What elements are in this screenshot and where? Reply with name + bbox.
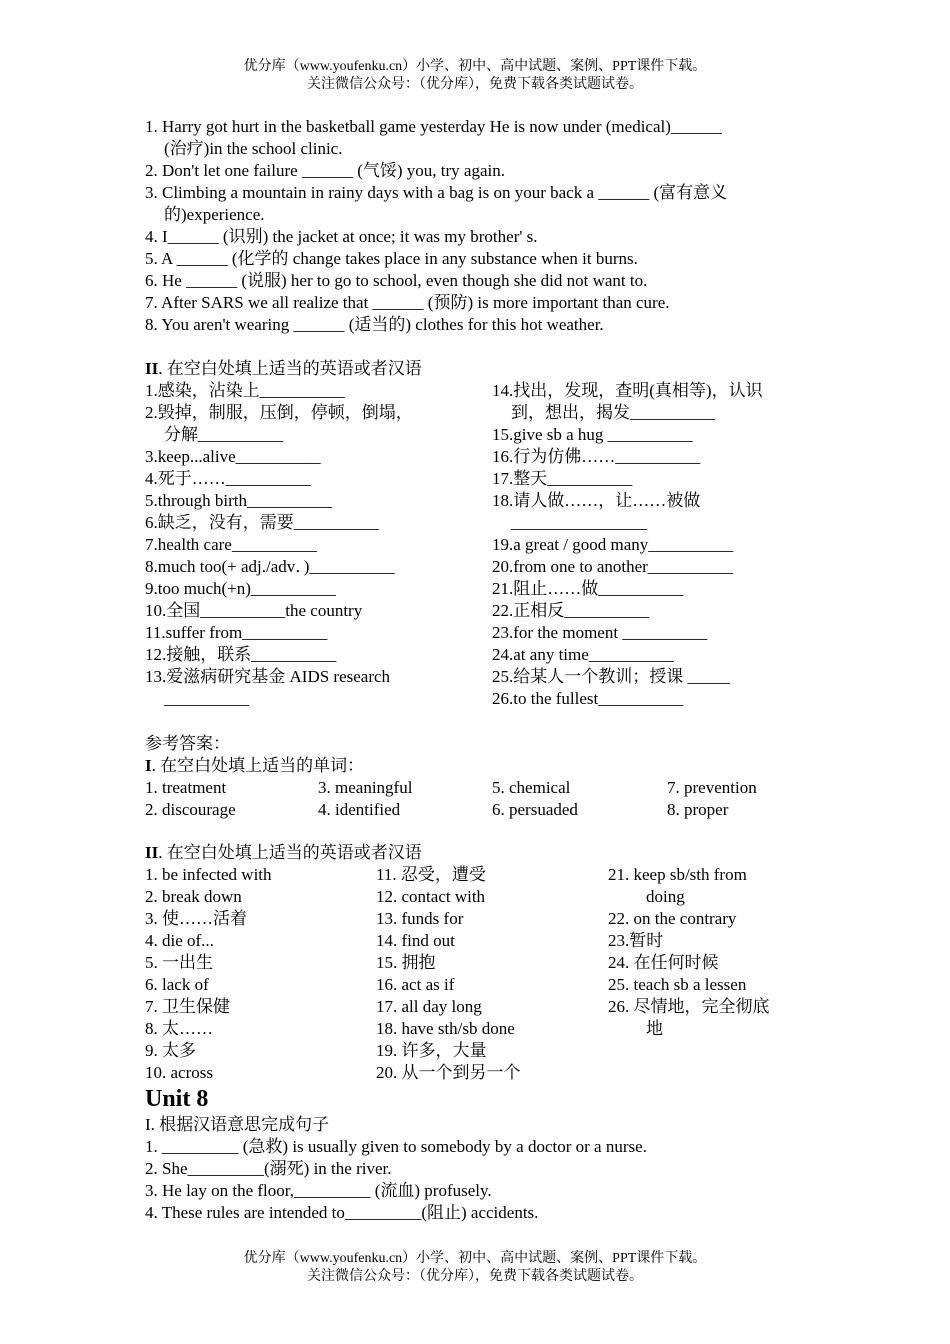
question-line: 8. You aren't wearing ______ (适当的) clothes for this hot weather. [145, 315, 604, 334]
answer-item: 7. prevention [667, 778, 757, 797]
part2-title: . 在空白处填上适当的英语或者汉语 [158, 359, 422, 378]
page-header [0, 58, 950, 94]
list-item: 19.a great / good many__________ [492, 535, 734, 554]
answer-item: 9. 太多 [145, 1041, 196, 1060]
answer-item: 3. 使……活着 [145, 909, 247, 928]
header-line-1: 优分库（www.youfenku.cn）小学、初中、高中试题、案例、PPT课件下载。 [243, 59, 707, 74]
list-item: 1.感染，沾染上__________ [145, 381, 345, 400]
answer-item: 3. meaningful [318, 778, 413, 797]
unit8-section-roman: I [145, 1115, 151, 1134]
list-item: 15.give sb a hug __________ [492, 425, 693, 444]
answer-item: doing [646, 887, 685, 906]
question-line: 的)experience. [164, 205, 265, 224]
question-line: 7. After SARS we all realize that ______ (预防) is more important than cure. [145, 293, 670, 312]
list-item: 11.suffer from__________ [145, 623, 328, 642]
list-item: 18.请人做……，让……被做 [492, 491, 701, 510]
list-item: 24.at any time__________ [492, 645, 674, 664]
list-item: ________________ [511, 513, 647, 532]
list-item: 22.正相反__________ [492, 601, 650, 620]
unit8-section-title: . 根据汉语意思完成句子 [150, 1115, 330, 1134]
list-item: 6.缺乏，没有，需要__________ [145, 513, 379, 532]
list-item: 5.through birth__________ [145, 491, 332, 510]
list-item: 20.from one to another__________ [492, 557, 733, 576]
list-item: 2.毁掉，制服，压倒，停顿，倒塌， [145, 403, 413, 422]
answer-item: 15. 拥抱 [376, 953, 436, 972]
answer-item: 地 [646, 1019, 663, 1038]
answer-item: 20. 从一个到另一个 [376, 1063, 521, 1082]
question-line: 3. Climbing a mountain in rainy days with a bag is on your back a ______ (富有意义 [145, 183, 728, 202]
answers-part2-col-1 [145, 864, 272, 1084]
list-item: 4.死于……__________ [145, 469, 311, 488]
header-line-2: 关注微信公众号：（优分库），免费下载各类试题试卷。 [307, 77, 643, 92]
list-item: 9.too much(+n)__________ [145, 579, 336, 598]
answer-item: 5. 一出生 [145, 953, 213, 972]
answers-part2-roman: II [145, 843, 159, 862]
question-line: 6. He ______ (说服) her to go to school, even though she did not want to. [145, 271, 648, 290]
answer-item: 10. across [145, 1063, 213, 1082]
answer-item: 12. contact with [376, 887, 486, 906]
answer-item: 1. treatment [145, 778, 227, 797]
list-item: 7.health care__________ [145, 535, 317, 554]
list-item: 25.给某人一个教训；授课 _____ [492, 667, 730, 686]
answer-item: 26. 尽情地，完全彻底 [608, 997, 770, 1016]
answer-item: 6. persuaded [492, 800, 578, 819]
answers-part1-roman: I [145, 756, 152, 775]
footer-line-2: 关注微信公众号：（优分库），免费下载各类试题试卷。 [307, 1269, 643, 1284]
list-item: 13.爱滋病研究基金 AIDS research [145, 667, 391, 686]
answers-part1-col-3 [492, 777, 578, 821]
answer-item: 17. all day long [376, 997, 482, 1016]
unit-title: Unit 8 [145, 1086, 209, 1112]
answer-item: 16. act as if [376, 975, 455, 994]
list-item: 8.much too(+ adj./adv．)__________ [145, 557, 395, 576]
answers-part2-col-2 [376, 864, 521, 1084]
answer-item: 24. 在任何时候 [608, 953, 719, 972]
answer-item: 4. die of... [145, 931, 214, 950]
question-line: 5. A ______ (化学的 change takes place in any substance when it burns. [145, 249, 638, 268]
list-item: 3.keep...alive__________ [145, 447, 321, 466]
answers-part1-col-2 [318, 777, 412, 821]
question-line: 1. _________ (急救) is usually given to somebody by a doctor or a nurse. [145, 1137, 647, 1156]
answer-item: 2. discourage [145, 800, 236, 819]
question-line: 3. He lay on the floor,_________ (流血) profusely. [145, 1181, 492, 1200]
page-footer [0, 1250, 950, 1286]
question-line: 1. Harry got hurt in the basketball game yesterday He is now under (medical)______ [145, 117, 722, 136]
question-line: (治疗)in the school clinic. [164, 139, 343, 158]
list-item: 14.找出，发现，查明(真相等)，认识 [492, 381, 763, 400]
question-line: 2. She_________(溺死) in the river. [145, 1159, 392, 1178]
answer-item: 22. on the contrary [608, 909, 737, 928]
list-item: 21.阻止……做__________ [492, 579, 684, 598]
part2-left-column [145, 380, 413, 710]
list-item: 分解__________ [164, 425, 283, 444]
answers-part1-title: . 在空白处填上适当的单词： [151, 756, 365, 775]
answers-part1-col-1 [145, 777, 236, 821]
answer-item: 8. proper [667, 800, 729, 819]
list-item: 到，想出，揭发__________ [511, 403, 715, 422]
answers-title: 参考答案： [145, 734, 230, 753]
answer-item: 5. chemical [492, 778, 571, 797]
answers-part1-heading [145, 755, 364, 777]
answers-part1-col-4 [667, 777, 757, 821]
answer-item: 25. teach sb a lessen [608, 975, 747, 994]
footer-line-1: 优分库（www.youfenku.cn）小学、初中、高中试题、案例、PPT课件下载。 [243, 1251, 707, 1266]
question-line: 4. I______ (识别) the jacket at once; it was my brother' s. [145, 227, 538, 246]
list-item: 26.to the fullest__________ [492, 689, 684, 708]
part2-right-column [492, 380, 763, 710]
answers-part2-heading [145, 842, 422, 864]
answer-item: 13. funds for [376, 909, 464, 928]
answer-item: 11. 忍受，遭受 [376, 865, 486, 884]
answer-item: 7. 卫生保健 [145, 997, 230, 1016]
answer-item: 2. break down [145, 887, 242, 906]
answer-item: 1. be infected with [145, 865, 272, 884]
answers-part2-col-3 [608, 864, 770, 1040]
list-item: 10.全国__________the country [145, 601, 363, 620]
answer-item: 19. 许多，大量 [376, 1041, 487, 1060]
answer-item: 4. identified [318, 800, 401, 819]
question-line: 4. These rules are intended to_________(阻止) accidents. [145, 1203, 539, 1222]
list-item: 12.接触，联系__________ [145, 645, 337, 664]
unit8-section-heading [145, 1114, 329, 1136]
list-item: __________ [164, 689, 249, 708]
answer-item: 21. keep sb/sth from [608, 865, 747, 884]
list-item: 23.for the moment __________ [492, 623, 708, 642]
list-item: 16.行为仿佛……__________ [492, 447, 701, 466]
part2-heading [145, 358, 422, 380]
answers-part2-title: . 在空白处填上适当的英语或者汉语 [158, 843, 422, 862]
answer-item: 23.暂时 [608, 931, 664, 950]
part2-roman: II [145, 359, 159, 378]
list-item: 17.整天__________ [492, 469, 633, 488]
answer-item: 6. lack of [145, 975, 209, 994]
answer-item: 14. find out [376, 931, 455, 950]
answer-item: 18. have sth/sb done [376, 1019, 515, 1038]
answer-item: 8. 太…… [145, 1019, 213, 1038]
question-line: 2. Don't let one failure ______ (气馁) you, try again. [145, 161, 505, 180]
